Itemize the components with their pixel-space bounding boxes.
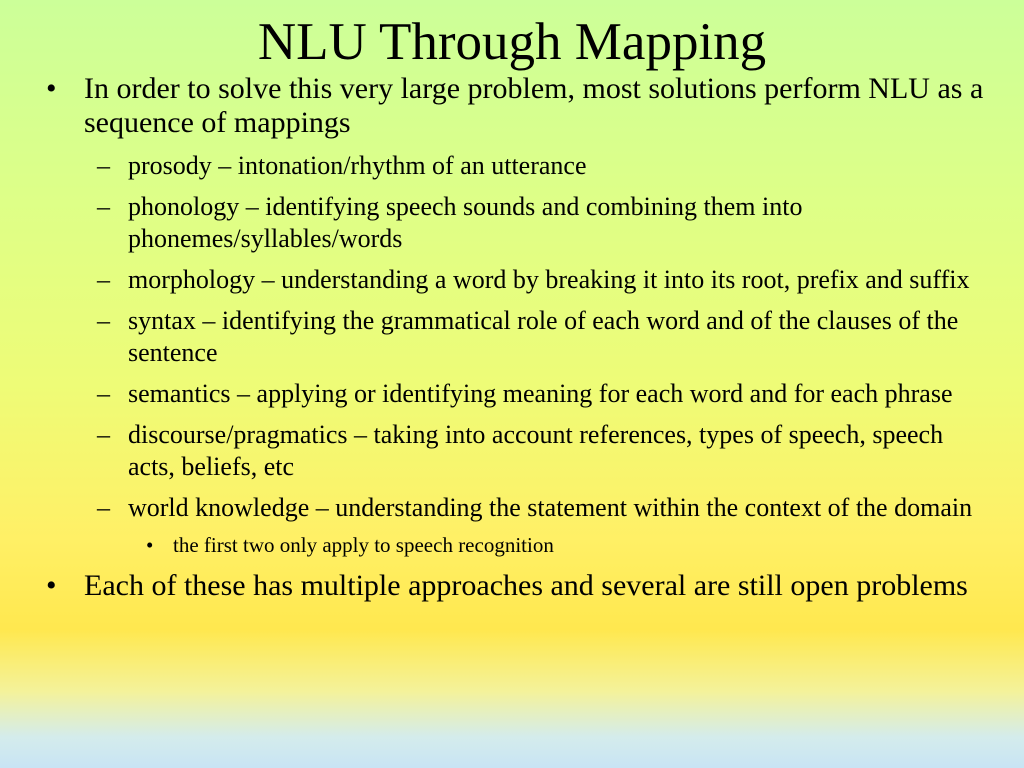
- dash-icon: –: [97, 151, 110, 180]
- dash-icon: –: [97, 192, 110, 221]
- sub-sub-bullet-text: the first two only apply to speech recognition: [173, 533, 554, 557]
- dash-icon: –: [97, 493, 110, 522]
- sub-bullet-item: [0, 150, 1024, 182]
- bullet-dot-icon: •: [146, 533, 154, 557]
- sub-bullet-text: morphology – understanding a word by breaking it into its root, prefix and suffix: [128, 265, 970, 294]
- bullet-text: Each of these has multiple approaches and several are still open problems: [84, 569, 968, 602]
- dash-icon: –: [97, 306, 110, 335]
- sub-bullet-item: [0, 378, 1024, 410]
- sub-bullet-text: syntax – identifying the grammatical role of each word and of the clauses of the sentence: [128, 306, 959, 367]
- sub-sub-bullet-item: [0, 532, 1024, 558]
- sub-bullet-text: semantics – applying or identifying meaning for each word and for each phrase: [128, 379, 953, 408]
- bullet-dot-icon: •: [46, 72, 57, 105]
- sub-bullet-item: [0, 305, 1024, 369]
- slide-title: NLU Through Mapping: [257, 13, 767, 71]
- sub-bullet-text: phonology – identifying speech sounds and combining them into phonemes/syllables/words: [128, 192, 803, 253]
- sub-bullet-item: [0, 191, 1024, 255]
- sub-bullet-item: [0, 264, 1024, 296]
- slide-content: [0, 72, 1024, 603]
- sub-bullet-text: prosody – intonation/rhythm of an utterance: [128, 151, 587, 180]
- dash-icon: –: [97, 379, 110, 408]
- dash-icon: –: [97, 265, 110, 294]
- sub-bullet-item: [0, 492, 1024, 524]
- sub-bullet-item: [0, 419, 1024, 483]
- sub-bullet-text: discourse/pragmatics – taking into account references, types of speech, speech acts, beliefs, etc: [128, 420, 944, 481]
- sub-bullet-text: world knowledge – understanding the statement within the context of the domain: [128, 493, 973, 522]
- bullet-dot-icon: •: [46, 569, 57, 602]
- bullet-item: [0, 72, 1024, 140]
- bullet-item: [0, 569, 1024, 603]
- bullet-text: In order to solve this very large problem, most solutions perform NLU as a sequence of mappings: [84, 72, 984, 139]
- dash-icon: –: [97, 420, 110, 449]
